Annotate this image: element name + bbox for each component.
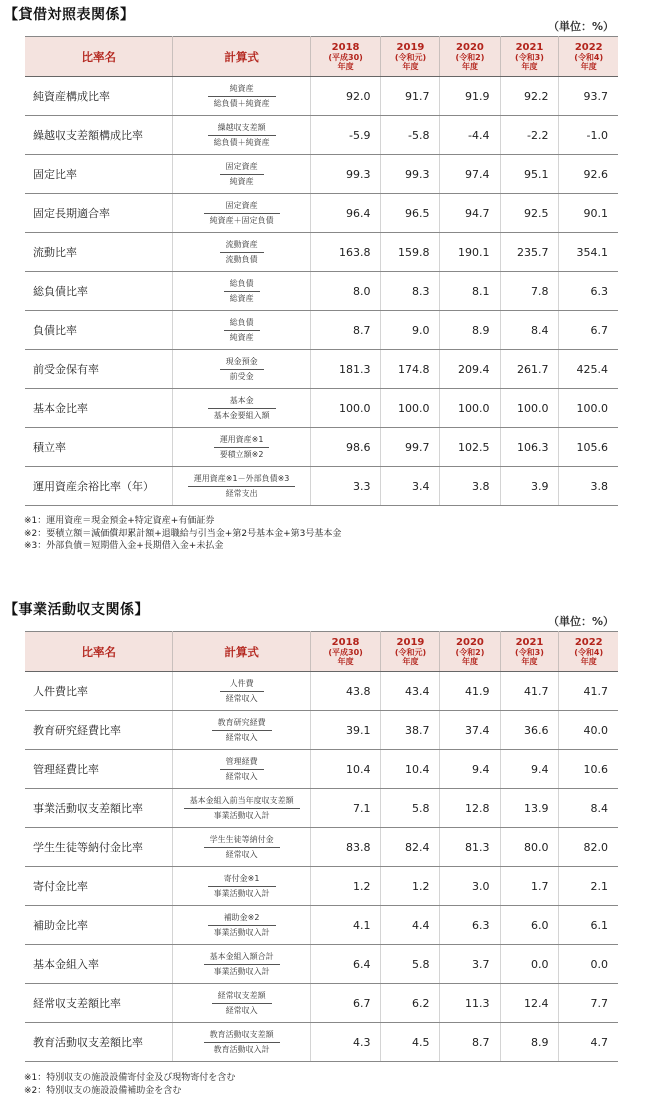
ratio-name: 教育活動収支差額比率 [25, 1023, 173, 1062]
value-cell: 83.8 [310, 828, 381, 867]
formula-cell [173, 984, 310, 1023]
fraction [208, 912, 276, 939]
value-cell: 6.7 [310, 984, 381, 1023]
section-title: 【貸借対照表関係】 [4, 7, 135, 23]
formula-numerator: 総負債 [224, 317, 260, 331]
value-cell: 425.4 [559, 350, 618, 389]
formula-cell [173, 272, 310, 311]
value-cell: 96.4 [310, 194, 381, 233]
fraction [204, 834, 280, 861]
formula-denominator: 経常支出 [225, 488, 258, 498]
formula-denominator: 経常収入 [225, 693, 258, 703]
table-row [25, 350, 618, 389]
ratio-name: 学生生徒等納付金比率 [25, 828, 173, 867]
table-row [25, 311, 618, 350]
fraction [204, 200, 280, 227]
value-cell: 8.4 [500, 311, 559, 350]
table-row [25, 789, 618, 828]
value-cell: 8.4 [559, 789, 618, 828]
value-cell: 5.8 [381, 945, 440, 984]
column-header-year [310, 37, 381, 77]
value-cell: 92.5 [500, 194, 559, 233]
ratio-name: 事業活動収支差額比率 [25, 789, 173, 828]
value-cell: 91.9 [440, 77, 500, 116]
fraction [188, 473, 296, 500]
value-cell: 8.1 [440, 272, 500, 311]
era-label: (令和3) [515, 53, 544, 62]
footnote: ※2：特別収支の施設設備補助金を含む [24, 1085, 182, 1096]
year-label: 2018 [331, 637, 360, 648]
value-cell: 10.4 [310, 750, 381, 789]
unit-label: （単位：%） [547, 615, 614, 628]
value-cell: 40.0 [559, 711, 618, 750]
ratio-name: 人件費比率 [25, 672, 173, 711]
value-cell: 6.3 [559, 272, 618, 311]
column-header-year [381, 632, 440, 672]
formula-cell [173, 467, 310, 506]
value-cell: 209.4 [440, 350, 500, 389]
value-cell: 100.0 [559, 389, 618, 428]
formula-cell [173, 389, 310, 428]
table-row [25, 233, 618, 272]
value-cell: 181.3 [310, 350, 381, 389]
ratio-name: 教育研究経費比率 [25, 711, 173, 750]
formula-cell [173, 672, 310, 711]
formula-numerator: 補助金※2 [208, 912, 276, 926]
column-header-name: 比率名 [25, 37, 173, 77]
fiscal-year-label: 年度 [337, 62, 354, 71]
activity-table [25, 631, 618, 1062]
formula-cell [173, 828, 310, 867]
column-header-year [559, 37, 618, 77]
ratio-name: 積立率 [25, 428, 173, 467]
ratio-name: 前受金保有率 [25, 350, 173, 389]
value-cell: 7.7 [559, 984, 618, 1023]
value-cell: 43.4 [381, 672, 440, 711]
table-row [25, 194, 618, 233]
ratio-name: 管理経費比率 [25, 750, 173, 789]
value-cell: 100.0 [440, 389, 500, 428]
value-cell: 96.5 [381, 194, 440, 233]
value-cell: 82.4 [381, 828, 440, 867]
year-label: 2022 [574, 42, 603, 53]
value-cell: 99.7 [381, 428, 440, 467]
value-cell: 4.4 [381, 906, 440, 945]
value-cell: -2.2 [500, 116, 559, 155]
value-cell: 3.8 [559, 467, 618, 506]
value-cell: 8.3 [381, 272, 440, 311]
value-cell: 97.4 [440, 155, 500, 194]
formula-numerator: 現金預金 [220, 356, 264, 370]
value-cell: 41.7 [559, 672, 618, 711]
value-cell: 99.3 [310, 155, 381, 194]
formula-numerator: 流動資産 [220, 239, 264, 253]
value-cell: 1.2 [381, 867, 440, 906]
formula-numerator: 繰越収支差額 [208, 122, 276, 136]
table-row [25, 155, 618, 194]
value-cell: 235.7 [500, 233, 559, 272]
formula-numerator: 運用資産※1 [214, 434, 270, 448]
value-cell: 4.5 [381, 1023, 440, 1062]
ratio-name: 基本金組入率 [25, 945, 173, 984]
era-label: (平成30) [328, 648, 363, 657]
value-cell: 9.0 [381, 311, 440, 350]
formula-denominator: 事業活動収入計 [213, 927, 270, 937]
value-cell: 91.7 [381, 77, 440, 116]
column-header-year [440, 37, 500, 77]
table-row [25, 116, 618, 155]
table-row [25, 77, 618, 116]
value-cell: 10.6 [559, 750, 618, 789]
value-cell: 6.4 [310, 945, 381, 984]
ratio-name: 流動比率 [25, 233, 173, 272]
value-cell: 261.7 [500, 350, 559, 389]
value-cell: 100.0 [310, 389, 381, 428]
table-row [25, 828, 618, 867]
column-header-name: 比率名 [25, 632, 173, 672]
table-row [25, 867, 618, 906]
table-row [25, 984, 618, 1023]
ratio-name: 固定長期適合率 [25, 194, 173, 233]
formula-denominator: 要積立額※2 [219, 449, 264, 459]
value-cell: 38.7 [381, 711, 440, 750]
value-cell: 163.8 [310, 233, 381, 272]
value-cell: 82.0 [559, 828, 618, 867]
footnote: ※1：運用資産＝現金預金+特定資産+有価証券 [24, 516, 215, 526]
formula-numerator: 基本金組入前当年度収支差額 [184, 795, 300, 809]
value-cell: 0.0 [500, 945, 559, 984]
value-cell: 39.1 [310, 711, 381, 750]
formula-denominator: 経常収入 [225, 771, 258, 781]
value-cell: 13.9 [500, 789, 559, 828]
value-cell: 92.0 [310, 77, 381, 116]
value-cell: 81.3 [440, 828, 500, 867]
year-label: 2019 [396, 42, 425, 53]
value-cell: 8.9 [440, 311, 500, 350]
value-cell: 43.8 [310, 672, 381, 711]
value-cell: -1.0 [559, 116, 618, 155]
formula-denominator: 流動負債 [225, 254, 258, 264]
table-row [25, 467, 618, 506]
table-row [25, 428, 618, 467]
formula-numerator: 運用資産※1－外部負債※3 [188, 473, 296, 487]
value-cell: 93.7 [559, 77, 618, 116]
column-header-formula: 計算式 [173, 37, 310, 77]
era-label: (令和元) [394, 53, 427, 62]
table-row [25, 272, 618, 311]
value-cell: 3.8 [440, 467, 500, 506]
formula-denominator: 経常収入 [225, 732, 258, 742]
value-cell: 9.4 [500, 750, 559, 789]
fraction [212, 717, 272, 744]
fraction [220, 756, 264, 783]
formula-denominator: 総資産 [229, 293, 254, 303]
fraction [208, 873, 276, 900]
formula-numerator: 管理経費 [220, 756, 264, 770]
fiscal-year-label: 年度 [402, 657, 419, 666]
ratio-name: 寄付金比率 [25, 867, 173, 906]
footnote: ※2：要積立額＝減価償却累計額+退職給与引当金+第2号基本金+第3号基本金 [24, 528, 342, 539]
ratio-name: 繰越収支差額構成比率 [25, 116, 173, 155]
value-cell: 100.0 [381, 389, 440, 428]
fiscal-year-label: 年度 [580, 657, 597, 666]
formula-cell [173, 350, 310, 389]
ratio-name: 固定比率 [25, 155, 173, 194]
formula-numerator: 教育活動収支差額 [204, 1029, 280, 1043]
fraction [208, 395, 276, 422]
formula-denominator: 事業活動収入計 [213, 810, 270, 820]
value-cell: 105.6 [559, 428, 618, 467]
formula-numerator: 人件費 [220, 678, 264, 692]
year-label: 2022 [574, 637, 603, 648]
formula-cell [173, 867, 310, 906]
balance-sheet-table [25, 36, 618, 506]
formula-cell [173, 233, 310, 272]
fraction [224, 317, 260, 344]
value-cell: 190.1 [440, 233, 500, 272]
fiscal-year-label: 年度 [461, 62, 478, 71]
era-label: (令和4) [574, 53, 604, 62]
unit-label: （単位：%） [547, 20, 614, 33]
fraction [212, 990, 272, 1017]
year-label: 2020 [456, 42, 484, 53]
value-cell: -5.9 [310, 116, 381, 155]
value-cell: 4.3 [310, 1023, 381, 1062]
formula-numerator: 教育研究経費 [212, 717, 272, 731]
formula-cell [173, 906, 310, 945]
fiscal-year-label: 年度 [402, 62, 419, 71]
formula-cell [173, 1023, 310, 1062]
column-header-year [440, 632, 500, 672]
footnotes [24, 515, 341, 553]
formula-denominator: 純資産 [229, 176, 254, 186]
formula-numerator: 学生生徒等納付金 [204, 834, 280, 848]
value-cell: -5.8 [381, 116, 440, 155]
fraction [224, 278, 260, 305]
value-cell: 11.3 [440, 984, 500, 1023]
formula-numerator: 基本金組入額合計 [204, 951, 280, 965]
value-cell: 6.1 [559, 906, 618, 945]
formula-denominator: 総負債＋純資産 [213, 137, 270, 147]
formula-cell [173, 789, 310, 828]
value-cell: 98.6 [310, 428, 381, 467]
formula-denominator: 純資産 [229, 332, 254, 342]
formula-denominator: 前受金 [229, 371, 254, 381]
value-cell: 4.1 [310, 906, 381, 945]
table-row [25, 906, 618, 945]
value-cell: 8.9 [500, 1023, 559, 1062]
formula-denominator: 事業活動収入計 [213, 888, 270, 898]
formula-numerator: 基本金 [208, 395, 276, 409]
column-header-year [500, 37, 559, 77]
formula-numerator: 経常収支差額 [212, 990, 272, 1004]
year-label: 2019 [396, 637, 425, 648]
value-cell: 6.0 [500, 906, 559, 945]
column-header-year [381, 37, 440, 77]
value-cell: 159.8 [381, 233, 440, 272]
fraction [220, 678, 264, 705]
formula-cell [173, 750, 310, 789]
ratio-name: 負債比率 [25, 311, 173, 350]
value-cell: 2.1 [559, 867, 618, 906]
value-cell: 3.3 [310, 467, 381, 506]
value-cell: 7.8 [500, 272, 559, 311]
value-cell: -4.4 [440, 116, 500, 155]
value-cell: 3.0 [440, 867, 500, 906]
footnotes [24, 1072, 235, 1097]
formula-denominator: 経常収入 [225, 1005, 258, 1015]
column-header-year [559, 632, 618, 672]
value-cell: 99.3 [381, 155, 440, 194]
table-row [25, 1023, 618, 1062]
value-cell: 3.7 [440, 945, 500, 984]
era-label: (令和3) [515, 648, 544, 657]
value-cell: 6.7 [559, 311, 618, 350]
value-cell: 174.8 [381, 350, 440, 389]
footnote: ※3：外部負債＝短期借入金+長期借入金+未払金 [24, 541, 224, 551]
ratio-name: 運用資産余裕比率（年） [25, 467, 173, 506]
formula-cell [173, 428, 310, 467]
fraction [204, 951, 280, 978]
year-label: 2020 [456, 637, 484, 648]
column-header-formula: 計算式 [173, 632, 310, 672]
header-row [25, 37, 618, 77]
fiscal-year-label: 年度 [521, 657, 538, 666]
value-cell: 102.5 [440, 428, 500, 467]
value-cell: 4.7 [559, 1023, 618, 1062]
header-row [25, 632, 618, 672]
ratio-name: 純資産構成比率 [25, 77, 173, 116]
ratio-name: 基本金比率 [25, 389, 173, 428]
formula-denominator: 経常収入 [225, 849, 258, 859]
value-cell: 12.4 [500, 984, 559, 1023]
table-row [25, 750, 618, 789]
formula-numerator: 総負債 [224, 278, 260, 292]
value-cell: 41.9 [440, 672, 500, 711]
value-cell: 12.8 [440, 789, 500, 828]
table-row [25, 945, 618, 984]
formula-numerator: 固定資産 [220, 161, 264, 175]
column-header-year [500, 632, 559, 672]
formula-numerator: 固定資産 [204, 200, 280, 214]
value-cell: 90.1 [559, 194, 618, 233]
formula-numerator: 純資産 [208, 83, 276, 97]
fiscal-year-label: 年度 [580, 62, 597, 71]
year-label: 2018 [331, 42, 360, 53]
table-row [25, 389, 618, 428]
fraction [220, 161, 264, 188]
value-cell: 92.6 [559, 155, 618, 194]
fraction [220, 356, 264, 383]
formula-cell [173, 311, 310, 350]
era-label: (令和2) [455, 648, 485, 657]
value-cell: 10.4 [381, 750, 440, 789]
value-cell: 37.4 [440, 711, 500, 750]
value-cell: 1.7 [500, 867, 559, 906]
value-cell: 5.8 [381, 789, 440, 828]
formula-cell [173, 77, 310, 116]
footnote: ※1：特別収支の施設設備寄付金及び現物寄付を含む [24, 1073, 236, 1083]
fraction [214, 434, 270, 461]
fiscal-year-label: 年度 [337, 657, 354, 666]
section-title: 【事業活動収支関係】 [4, 602, 149, 618]
value-cell: 8.0 [310, 272, 381, 311]
value-cell: 92.2 [500, 77, 559, 116]
value-cell: 8.7 [310, 311, 381, 350]
fraction [184, 795, 300, 822]
value-cell: 9.4 [440, 750, 500, 789]
value-cell: 106.3 [500, 428, 559, 467]
era-label: (令和2) [455, 53, 485, 62]
fraction [208, 83, 276, 110]
era-label: (令和4) [574, 648, 604, 657]
value-cell: 3.4 [381, 467, 440, 506]
value-cell: 100.0 [500, 389, 559, 428]
formula-cell [173, 155, 310, 194]
value-cell: 0.0 [559, 945, 618, 984]
column-header-year [310, 632, 381, 672]
value-cell: 36.6 [500, 711, 559, 750]
fiscal-year-label: 年度 [521, 62, 538, 71]
formula-cell [173, 945, 310, 984]
ratio-name: 補助金比率 [25, 906, 173, 945]
value-cell: 6.2 [381, 984, 440, 1023]
year-label: 2021 [515, 42, 544, 53]
formula-cell [173, 711, 310, 750]
value-cell: 8.7 [440, 1023, 500, 1062]
era-label: (平成30) [328, 53, 363, 62]
value-cell: 94.7 [440, 194, 500, 233]
formula-numerator: 寄付金※1 [208, 873, 276, 887]
formula-denominator: 教育活動収入計 [213, 1044, 270, 1054]
value-cell: 1.2 [310, 867, 381, 906]
fraction [220, 239, 264, 266]
value-cell: 7.1 [310, 789, 381, 828]
value-cell: 41.7 [500, 672, 559, 711]
value-cell: 3.9 [500, 467, 559, 506]
formula-denominator: 総負債＋純資産 [213, 98, 270, 108]
table-row [25, 672, 618, 711]
year-label: 2021 [515, 637, 544, 648]
value-cell: 95.1 [500, 155, 559, 194]
formula-denominator: 基本金要組入額 [213, 410, 270, 420]
era-label: (令和元) [394, 648, 427, 657]
formula-denominator: 事業活動収入計 [213, 966, 270, 976]
formula-cell [173, 116, 310, 155]
fraction [204, 1029, 280, 1056]
ratio-name: 総負債比率 [25, 272, 173, 311]
value-cell: 354.1 [559, 233, 618, 272]
ratio-name: 経常収支差額比率 [25, 984, 173, 1023]
fraction [208, 122, 276, 149]
value-cell: 80.0 [500, 828, 559, 867]
formula-denominator: 純資産＋固定負債 [209, 215, 274, 225]
value-cell: 6.3 [440, 906, 500, 945]
formula-cell [173, 194, 310, 233]
table-row [25, 711, 618, 750]
fiscal-year-label: 年度 [461, 657, 478, 666]
